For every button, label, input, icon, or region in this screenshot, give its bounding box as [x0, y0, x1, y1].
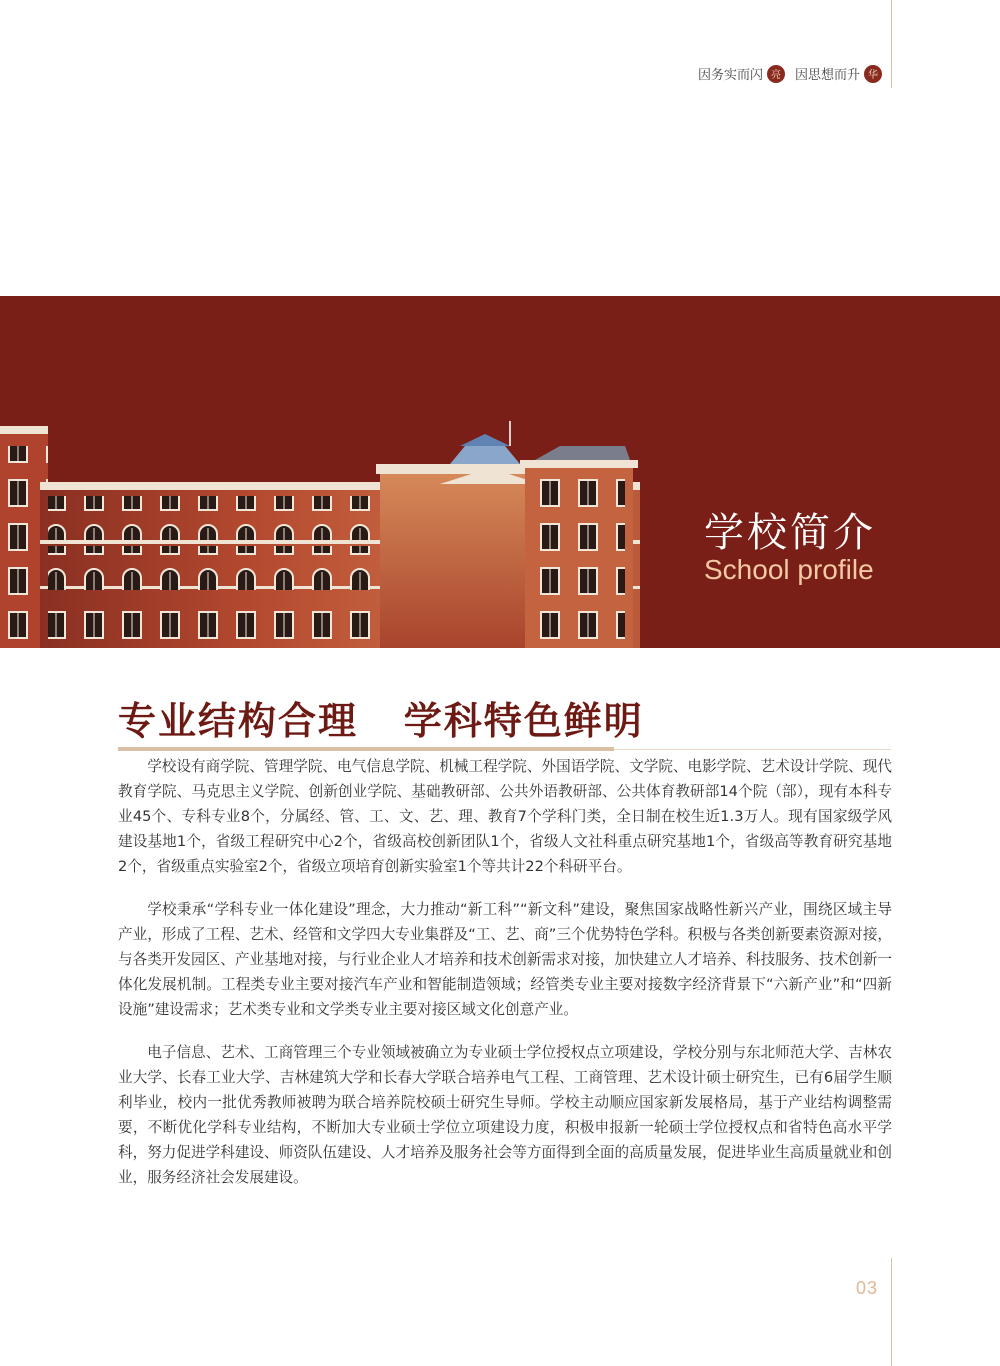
banner-title: 学校简介 [704, 510, 876, 556]
campus-building-illustration [0, 296, 1000, 648]
banner-subtitle: School profile [704, 554, 874, 585]
paragraph-2: 学校秉承“学科专业一体化建设”理念，大力推动“新工科”“新文科”建设，聚焦国家战略性新兴产业，围绕区域主导产业，形成了工程、艺术、经管和文学四大专业集群及“工、艺、商”三个优势特色学科。积极与各类创新要素资源对接，与各类开发园区、产业基地对接，与行业企业人才培养和技术创新需求对接，加快建立人才培养、科技服务、技术创新一体化发展机制。工程类专业主要对接汽车产业和智能制造领域；经管类专业主要对接数字经济背景下“六新产业”和“四新设施”建设需求；艺术类专业和文学类专业主要对接区域文化创意产业。 [118, 901, 893, 1018]
header-motto [698, 64, 882, 83]
heading-divider-accent [118, 747, 614, 751]
page-number: 03 [856, 1278, 879, 1298]
paragraph-3: 电子信息、艺术、工商管理三个专业领域被确立为专业硕士学位授权点立项建设，学校分别与东北师范大学、吉林农业大学、长春工业大学、吉林建筑大学和长春大学联合培养电气工程、工商管理、艺术设计硕士研究生，已有6届学生顺利毕业，校内一批优秀教师被聘为联合培养院校硕士研究生导师。学校主动顺应国家新发展格局，基于产业结构调整需要，不断优化学科专业结构，不断加大专业硕士学位立项建设力度，积极申报新一轮硕士学位授权点和省特色高水平学科，努力促进学科建设、师资队伍建设、人才培养及服务社会等方面得到全面的高质量发展，促进毕业生高质量就业和创业，服务经济社会发展建设。 [118, 1044, 892, 1186]
top-vertical-rule [891, 0, 892, 88]
body-text [118, 754, 892, 1208]
motto-right: 因思想而升 [794, 68, 860, 83]
section-heading: 专业结构合理 学科特色鲜明 [118, 699, 644, 743]
motto-left: 因务实而闪 [697, 68, 763, 83]
paragraph-1: 学校设有商学院、管理学院、电气信息学院、机械工程学院、外国语学院、文学院、电影学院、艺术设计学院、现代教育学院、马克思主义学院、创新创业学院、基础教研部、公共外语教研部、公共体育教研部14个院（部），现有本科专业45个、专科专业8个，分属经、管、工、文、艺、理、教育7个学科门类，全日制在校生近1.3万人。现有国家级学风建设基地1个，省级工程研究中心2个，省级高校创新团队1个，省级人文社科重点研究基地1个，省级高等教育研究基地2个，省级重点实验室2个，省级立项培育创新实验室1个等共计22个科研平台。 [118, 758, 892, 875]
motto-left-group [698, 64, 785, 83]
banner [0, 296, 1000, 648]
motto-right-group [795, 64, 882, 83]
seal-right-icon: 华 [864, 65, 882, 83]
seal-left-icon: 亮 [767, 65, 785, 83]
bottom-vertical-rule [891, 1258, 892, 1366]
